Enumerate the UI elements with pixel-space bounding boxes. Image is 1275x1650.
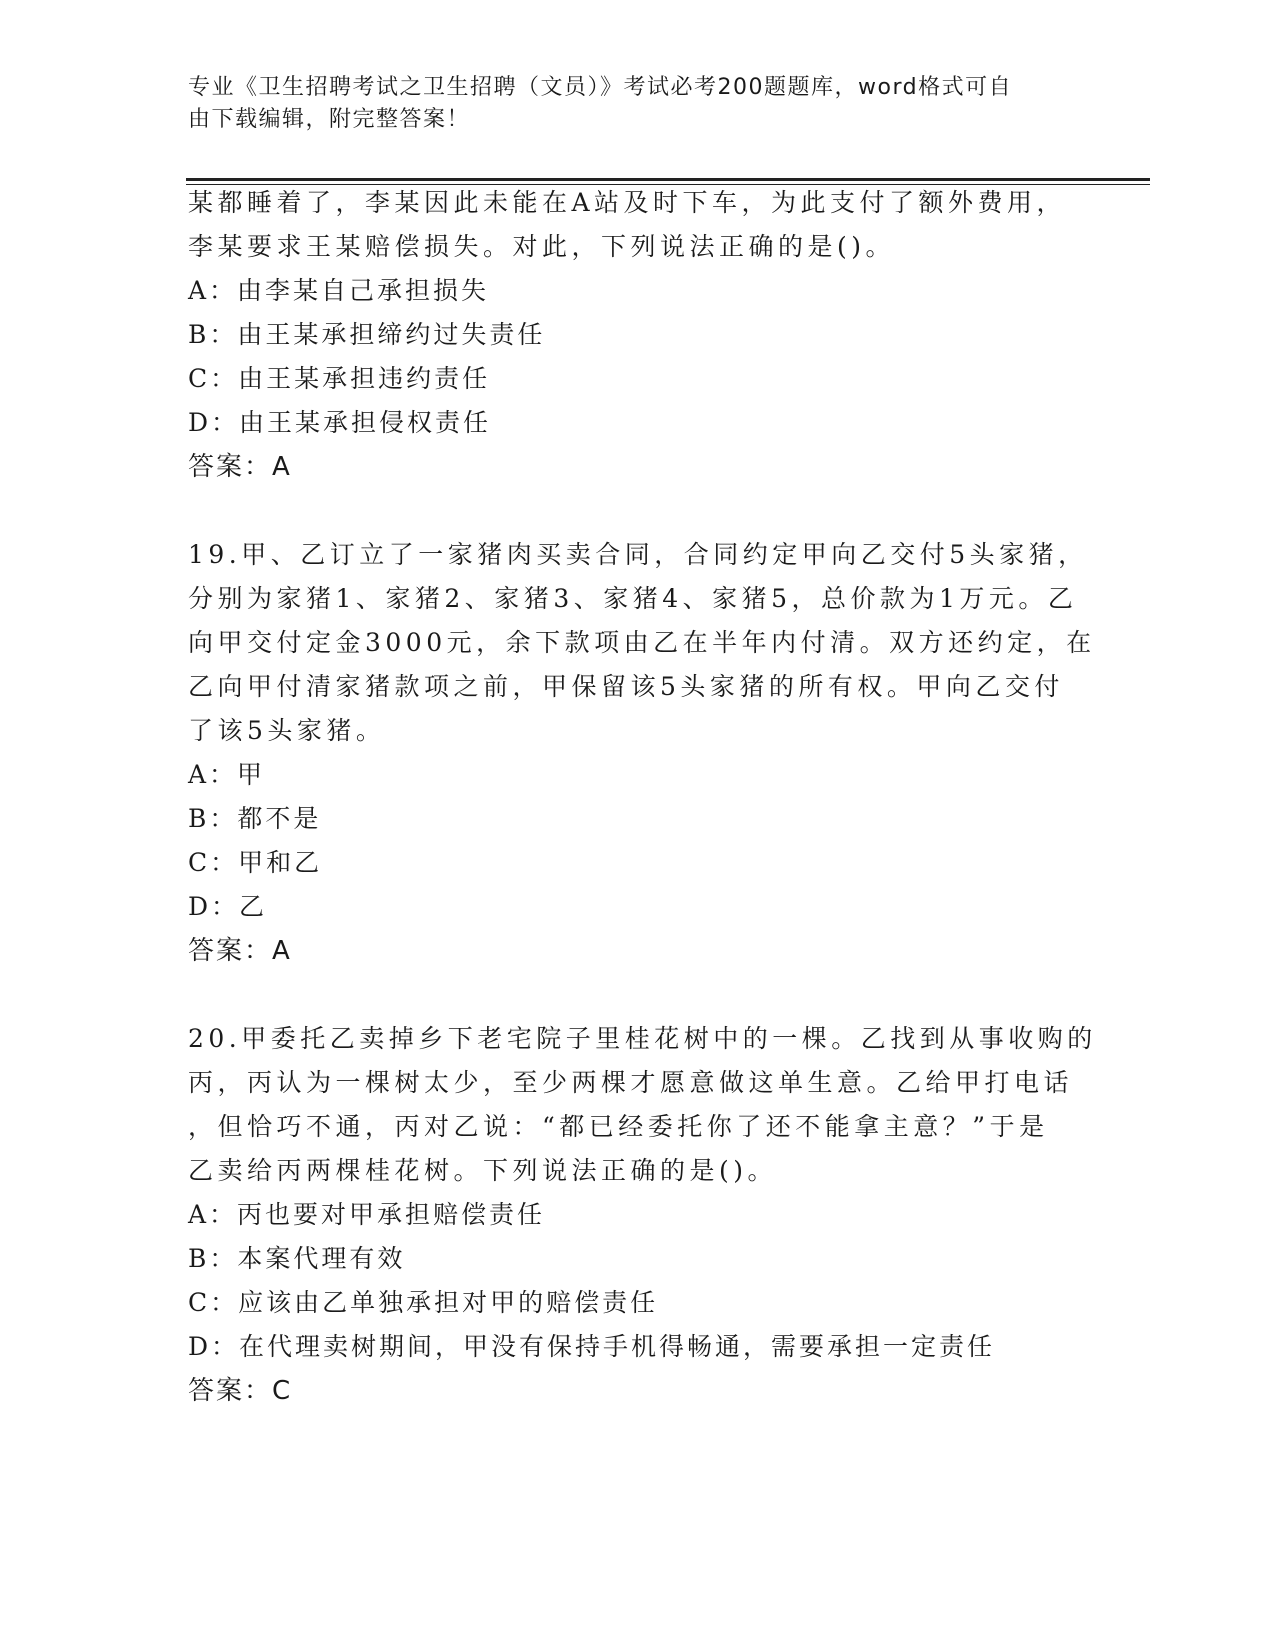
q20-option-a: A：丙也要对甲承担赔偿责任 [188,1200,546,1229]
q20-option-d: D：在代理卖树期间，甲没有保持手机得畅通，需要承担一定责任 [188,1332,996,1361]
q19-option-a: A：甲 [188,760,266,789]
q19-text-line-4: 乙向甲付清家猪款项之前，甲保留该5头家猪的所有权。甲向乙交付 [188,672,1064,701]
q18-text-line-1: 某都睡着了，李某因此未能在A站及时下车，为此支付了额外费用， [188,188,1067,217]
q18-text-line-2: 李某要求王某赔偿损失。对此，下列说法正确的是()。 [188,232,896,261]
q19-text-line-2: 分别为家猪1、家猪2、家猪3、家猪4、家猪5，总价款为1万元。乙 [188,584,1078,613]
q20-option-b: B：本案代理有效 [188,1244,406,1273]
q19-option-c: C：甲和乙 [188,848,323,877]
header-divider-thick [186,178,1150,181]
q19-text-line-1: 19.甲、乙订立了一家猪肉买卖合同，合同约定甲向乙交付5头家猪， [188,540,1088,569]
q19-option-d: D：乙 [188,892,268,921]
q20-text-line-2: 丙，丙认为一棵树太少，至少两棵才愿意做这单生意。乙给甲打电话 [188,1068,1074,1097]
q19-option-b: B：都不是 [188,804,322,833]
q18-option-d: D：由王某承担侵权责任 [188,408,492,437]
q19-text-line-5: 了该5头家猪。 [188,716,386,745]
q20-text-line-1: 20.甲委托乙卖掉乡下老宅院子里桂花树中的一棵。乙找到从事收购的 [188,1024,1097,1053]
document-header [188,72,1068,136]
q20-text-line-3: ，但恰巧不通，丙对乙说：“都已经委托你了还不能拿主意？”于是 [188,1112,1049,1141]
q18-option-b: B：由王某承担缔约过失责任 [188,320,546,349]
header-line-1: 专业《卫生招聘考试之卫生招聘（文员）》考试必考200题题库，word格式可自 [188,75,1013,100]
q19-text-line-3: 向甲交付定金3000元，余下款项由乙在半年内付清。双方还约定，在 [188,628,1096,657]
q18-answer: 答案：A [188,452,292,482]
q20-answer: 答案：C [188,1376,293,1406]
q20-option-c: C：应该由乙单独承担对甲的赔偿责任 [188,1288,659,1317]
header-line-2: 由下载编辑，附完整答案！ [188,107,471,132]
q18-option-c: C：由王某承担违约责任 [188,364,491,393]
q19-answer: 答案：A [188,936,292,966]
q18-option-a: A：由李某自己承担损失 [188,276,490,305]
q20-text-line-4: 乙卖给丙两棵桂花树。下列说法正确的是()。 [188,1156,778,1185]
